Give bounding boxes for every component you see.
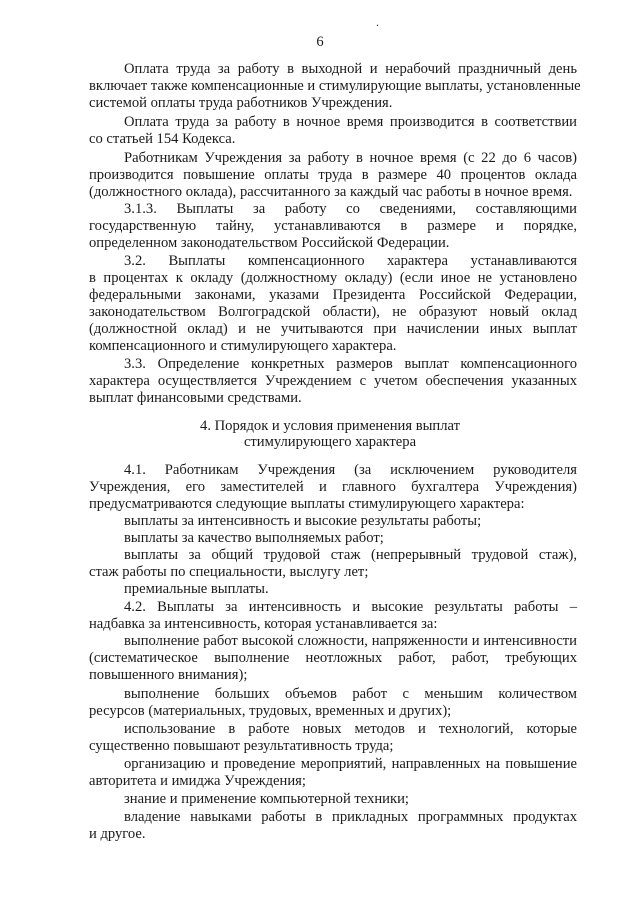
- text-line: надбавка за интенсивность, которая устанавливается за:: [89, 616, 438, 632]
- text-line: 3.1.3. Выплаты за работу со сведениями, составляющими: [124, 201, 577, 217]
- text-line: системой оплаты труда работников Учреждения.: [89, 95, 393, 111]
- list-item: знание и применение компьютерной техники;: [124, 791, 409, 807]
- list-item: выплаты за качество выполняемых работ;: [124, 530, 384, 546]
- text-line: Оплата труда за работу в выходной и нерабочий праздничный день: [124, 61, 577, 77]
- text-line: 4.1. Работникам Учреждения (за исключением руководителя: [124, 462, 577, 478]
- text-line: включает также компенсационные и стимулирующие выплаты, установленные: [89, 78, 581, 94]
- list-item: выполнение больших объемов работ с меньшим количеством: [124, 686, 577, 702]
- text-line: 3.2. Выплаты компенсационного характера устанавливаются: [124, 253, 577, 269]
- text-line: законодательством Волгоградской области), не образуют новый оклад: [89, 304, 577, 320]
- section-heading: 4. Порядок и условия применения выплат: [200, 418, 460, 434]
- text-line: Оплата труда за работу в ночное время производится в соответствии: [124, 114, 577, 130]
- text-line: (должностной оклад) и не учитываются при начислении иных выплат: [89, 321, 577, 337]
- text-line: в процентах к окладу (должностному окладу) (если иное не установлено: [89, 270, 577, 286]
- list-item: владение навыками работы в прикладных программных продуктах: [124, 809, 577, 825]
- text-line: предусматриваются следующие выплаты стимулирующего характера:: [89, 496, 525, 512]
- text-line: стаж работы по специальности, выслугу лет;: [89, 564, 369, 580]
- list-item: выплаты за интенсивность и высокие результаты работы;: [124, 513, 482, 529]
- section-heading: стимулирующего характера: [243, 434, 417, 450]
- list-item: выплаты за общий трудовой стаж (непрерывный трудовой стаж),: [124, 547, 577, 563]
- text-line: существенно повышают результативность труда;: [89, 738, 394, 754]
- text-line: 3.3. Определение конкретных размеров выплат компенсационного: [124, 356, 577, 372]
- text-line: 4.2. Выплаты за интенсивность и высокие результаты работы –: [124, 599, 577, 615]
- text-line: со статьей 154 Кодекса.: [89, 131, 236, 147]
- page-number: 6: [316, 34, 324, 50]
- text-line: выплат финансовыми средствами.: [89, 390, 302, 406]
- text-line: производится повышение оплаты труда в размере 40 процентов оклада: [89, 167, 577, 183]
- text-line: государственную тайну, устанавливаются в размере и порядке,: [89, 218, 577, 234]
- list-item: организацию и проведение мероприятий, направленных на повышение: [124, 756, 577, 772]
- text-line: ресурсов (материальных, трудовых, временных и других);: [89, 703, 452, 719]
- text-line: повышенного внимания);: [89, 667, 248, 683]
- top-mark: .: [376, 15, 379, 29]
- text-line: компенсационного и стимулирующего характера.: [89, 338, 397, 354]
- text-line: и другое.: [89, 826, 146, 842]
- text-line: определенном законодательством Российской Федерации.: [89, 235, 450, 251]
- text-line: (систематическое выполнение неотложных работ, работ, требующих: [89, 650, 577, 666]
- text-line: Работникам Учреждения за работу в ночное время (с 22 до 6 часов): [124, 150, 577, 166]
- list-item: использование в работе новых методов и технологий, которые: [124, 721, 577, 737]
- text-line: авторитета и имиджа Учреждения;: [89, 773, 306, 789]
- list-item: выполнение работ высокой сложности, напряженности и интенсивности: [124, 633, 577, 649]
- list-item: премиальные выплаты.: [124, 581, 269, 597]
- text-line: (должностного оклада), рассчитанного за каждый час работы в ночное время.: [89, 184, 573, 200]
- text-line: Учреждения, его заместителей и главного бухгалтера Учреждения): [89, 479, 577, 495]
- text-line: характера осуществляется Учреждением с учетом обеспечения указанных: [89, 373, 577, 389]
- text-line: федеральными законами, указами Президента Российской Федерации,: [89, 287, 577, 303]
